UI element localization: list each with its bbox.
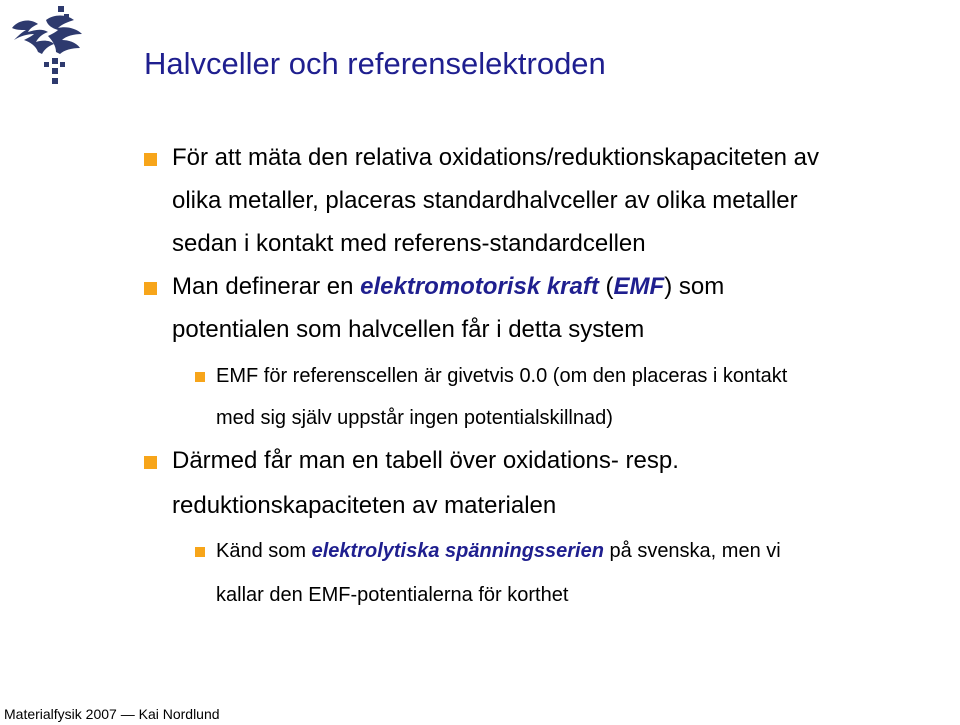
page-title: Halvceller och referenselektroden — [144, 46, 606, 81]
bullet-2-text-pre: Man definerar en — [172, 273, 361, 300]
bullet-1-line-3: sedan i kontakt med referens-standardcellen — [172, 230, 646, 257]
bullet-2-text-mid1: ( — [598, 273, 614, 300]
sub-bullet-2a-line-1: EMF för referenscellen är givetvis 0.0 (om den placeras i kontakt — [216, 365, 788, 387]
sub-bullet-3a-text-post: på svenska, men vi — [603, 540, 781, 562]
sub-bullet-3a-line-1 — [216, 530, 781, 572]
bullet-2-line-1 — [172, 266, 724, 308]
sub-bullet-3a-line-2: kallar den EMF-potentialerna för korthet — [216, 584, 569, 606]
spanningsserien-term: elektrolytiska spänningsserien — [311, 540, 604, 562]
emf-abbreviation: EMF — [613, 273, 665, 300]
emf-term: elektromotorisk kraft — [360, 273, 599, 300]
square-bullet-icon — [195, 372, 205, 382]
footer: Materialfysik 2007 — Kai Nordlund — [4, 706, 220, 722]
bullet-1-line-1: För att mäta den relativa oxidations/reduktionskapaciteten av — [172, 144, 820, 171]
square-bullet-icon — [144, 282, 157, 295]
sub-bullet-3a-text-pre: Känd som — [216, 540, 312, 562]
bullet-3-line-1: Därmed får man en tabell över oxidations- resp. — [172, 447, 679, 474]
bullet-2-line-2: potentialen som halvcellen får i detta system — [172, 316, 645, 343]
square-bullet-icon — [144, 456, 157, 469]
bullet-1-line-2: olika metaller, placeras standardhalvceller av olika metaller — [172, 187, 798, 214]
sub-bullet-2a-line-2: med sig själv uppstår ingen potentialskillnad) — [216, 407, 613, 429]
bullet-2-text-mid2: ) som — [664, 273, 725, 300]
bullet-3-line-2: reduktionskapaciteten av materialen — [172, 492, 557, 519]
square-bullet-icon — [144, 153, 157, 166]
square-bullet-icon — [195, 547, 205, 557]
university-logo-icon — [8, 6, 96, 90]
